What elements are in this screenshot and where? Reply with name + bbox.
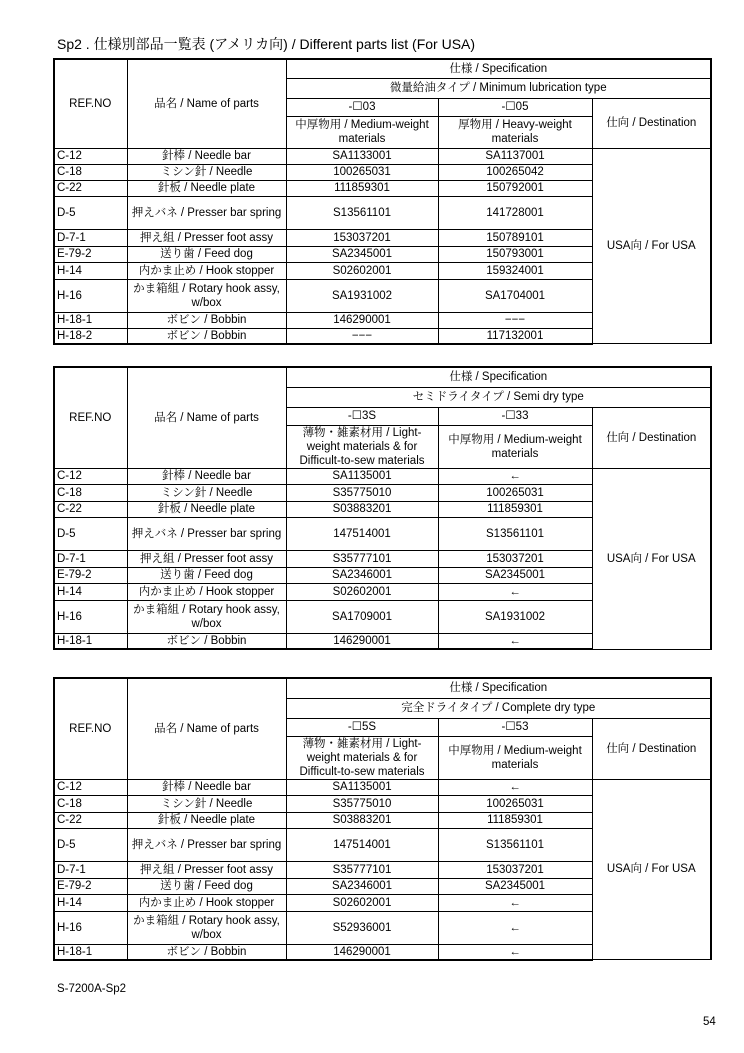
- destination-cell: USA向 / For USA: [592, 468, 711, 649]
- part-name-cell: 針棒 / Needle bar: [127, 779, 286, 795]
- part-number-a-cell: SA1133001: [286, 148, 438, 164]
- part-number-a-cell: S03883201: [286, 812, 438, 828]
- ref-no-cell: H-16: [54, 600, 127, 633]
- table-row: [54, 468, 711, 484]
- part-name-cell: 内かま止め / Hook stopper: [127, 583, 286, 600]
- material-b-header: 厚物用 / Heavy-weight materials: [438, 116, 592, 148]
- ref-no-cell: H-18-1: [54, 944, 127, 960]
- part-number-a-cell: 153037201: [286, 229, 438, 246]
- part-number-a-cell: SA2345001: [286, 246, 438, 262]
- part-number-b-cell: 141728001: [438, 196, 592, 229]
- part-number-b-cell: 111859301: [438, 812, 592, 828]
- part-name-cell: 押え組 / Presser foot assy: [127, 861, 286, 878]
- part-number-b-cell: S13561101: [438, 517, 592, 550]
- ref-no-header: REF.NO: [54, 367, 127, 468]
- part-number-a-cell: S03883201: [286, 501, 438, 517]
- model-a-header: -☐3S: [286, 407, 438, 425]
- ref-no-cell: C-22: [54, 501, 127, 517]
- type-header: 微量給油タイプ / Minimum lubrication type: [286, 78, 711, 98]
- ref-no-cell: H-14: [54, 894, 127, 911]
- model-a-header: -☐5S: [286, 718, 438, 736]
- part-name-cell: ミシン針 / Needle: [127, 484, 286, 501]
- part-name-cell: 針板 / Needle plate: [127, 812, 286, 828]
- ref-no-cell: H-18-1: [54, 633, 127, 649]
- ref-no-header: REF.NO: [54, 678, 127, 779]
- part-number-a-cell: S35777101: [286, 861, 438, 878]
- part-number-a-cell: S02602001: [286, 894, 438, 911]
- ref-no-cell: C-18: [54, 484, 127, 501]
- ref-no-cell: E-79-2: [54, 567, 127, 583]
- part-number-b-cell: 117132001: [438, 328, 592, 344]
- part-name-cell: 針棒 / Needle bar: [127, 468, 286, 484]
- ref-no-cell: H-14: [54, 262, 127, 279]
- ref-no-cell: H-14: [54, 583, 127, 600]
- part-number-b-cell: 153037201: [438, 550, 592, 567]
- ref-no-cell: C-22: [54, 812, 127, 828]
- part-name-cell: 押えバネ / Presser bar spring: [127, 828, 286, 861]
- model-b-header: -☐33: [438, 407, 592, 425]
- part-number-b-cell: 100265031: [438, 484, 592, 501]
- part-number-b-cell: 159324001: [438, 262, 592, 279]
- table-row: [54, 779, 711, 795]
- part-name-cell: 送り歯 / Feed dog: [127, 567, 286, 583]
- name-of-parts-header: 品名 / Name of parts: [127, 367, 286, 468]
- ref-no-cell: H-18-2: [54, 328, 127, 344]
- header-row-specification: [54, 367, 711, 387]
- ref-no-cell: C-18: [54, 164, 127, 180]
- ref-no-cell: C-22: [54, 180, 127, 196]
- specification-header: 仕様 / Specification: [286, 678, 711, 698]
- part-number-a-cell: S13561101: [286, 196, 438, 229]
- part-number-a-cell: S52936001: [286, 911, 438, 944]
- part-name-cell: 送り歯 / Feed dog: [127, 878, 286, 894]
- part-name-cell: ボビン / Bobbin: [127, 328, 286, 344]
- material-a-header: 薄物・雑素材用 / Light-weight materials & for Difficult-to-sew materials: [286, 425, 438, 468]
- part-name-cell: かま箱組 / Rotary hook assy, w/box: [127, 600, 286, 633]
- part-name-cell: ミシン針 / Needle: [127, 164, 286, 180]
- header-row-specification: [54, 678, 711, 698]
- part-name-cell: 針棒 / Needle bar: [127, 148, 286, 164]
- name-of-parts-header: 品名 / Name of parts: [127, 678, 286, 779]
- ref-no-cell: D-5: [54, 828, 127, 861]
- ref-no-cell: H-18-1: [54, 312, 127, 328]
- model-b-header: -☐53: [438, 718, 592, 736]
- part-name-cell: 押え組 / Presser foot assy: [127, 229, 286, 246]
- part-name-cell: 送り歯 / Feed dog: [127, 246, 286, 262]
- material-a-header: 中厚物用 / Medium-weight materials: [286, 116, 438, 148]
- parts-table-minimum-lubrication: [53, 58, 712, 345]
- part-number-b-cell: 111859301: [438, 501, 592, 517]
- part-number-b-cell: SA1931002: [438, 600, 592, 633]
- name-of-parts-header: 品名 / Name of parts: [127, 59, 286, 148]
- material-a-header: 薄物・雑素材用 / Light-weight materials & for Difficult-to-sew materials: [286, 736, 438, 779]
- part-number-b-cell: SA2345001: [438, 567, 592, 583]
- part-number-b-cell: 100265042: [438, 164, 592, 180]
- part-number-a-cell: 147514001: [286, 517, 438, 550]
- page-title: Sp2 . 仕様別部品一覧表 (アメリカ向) / Different parts list (For USA): [57, 36, 476, 52]
- ref-no-cell: D-5: [54, 196, 127, 229]
- part-name-cell: 押え組 / Presser foot assy: [127, 550, 286, 567]
- part-number-b-cell: SA1704001: [438, 279, 592, 312]
- part-number-b-cell: ←: [438, 944, 592, 960]
- part-name-cell: 内かま止め / Hook stopper: [127, 262, 286, 279]
- part-number-a-cell: 146290001: [286, 944, 438, 960]
- parts-table-complete-dry: [53, 677, 712, 961]
- ref-no-cell: D-7-1: [54, 229, 127, 246]
- part-name-cell: かま箱組 / Rotary hook assy, w/box: [127, 911, 286, 944]
- part-number-b-cell: 150789101: [438, 229, 592, 246]
- ref-no-header: REF.NO: [54, 59, 127, 148]
- destination-header: 仕向 / Destination: [592, 98, 711, 148]
- ref-no-cell: C-12: [54, 148, 127, 164]
- part-name-cell: ミシン針 / Needle: [127, 795, 286, 812]
- part-number-b-cell: −−−: [438, 312, 592, 328]
- part-name-cell: ボビン / Bobbin: [127, 633, 286, 649]
- part-number-b-cell: ←: [438, 894, 592, 911]
- part-number-b-cell: S13561101: [438, 828, 592, 861]
- destination-header: 仕向 / Destination: [592, 718, 711, 779]
- destination-cell: USA向 / For USA: [592, 779, 711, 960]
- destination-cell: USA向 / For USA: [592, 148, 711, 344]
- part-number-a-cell: S35775010: [286, 484, 438, 501]
- footer-code: S-7200A-Sp2: [57, 983, 127, 995]
- part-name-cell: 内かま止め / Hook stopper: [127, 894, 286, 911]
- part-number-a-cell: S35775010: [286, 795, 438, 812]
- part-number-b-cell: SA1137001: [438, 148, 592, 164]
- type-header: セミドライタイプ / Semi dry type: [286, 387, 711, 407]
- part-number-b-cell: ←: [438, 911, 592, 944]
- table-row: [54, 148, 711, 164]
- part-number-a-cell: SA1135001: [286, 468, 438, 484]
- parts-table-semi-dry: [53, 366, 712, 650]
- part-name-cell: ボビン / Bobbin: [127, 312, 286, 328]
- part-number-a-cell: SA2346001: [286, 878, 438, 894]
- ref-no-cell: D-7-1: [54, 550, 127, 567]
- header-row-specification: [54, 59, 711, 78]
- part-number-a-cell: S02602001: [286, 262, 438, 279]
- part-name-cell: 針板 / Needle plate: [127, 180, 286, 196]
- part-name-cell: 押えバネ / Presser bar spring: [127, 196, 286, 229]
- ref-no-cell: H-16: [54, 911, 127, 944]
- destination-header: 仕向 / Destination: [592, 407, 711, 468]
- part-name-cell: ボビン / Bobbin: [127, 944, 286, 960]
- part-number-a-cell: 100265031: [286, 164, 438, 180]
- ref-no-cell: E-79-2: [54, 246, 127, 262]
- ref-no-cell: E-79-2: [54, 878, 127, 894]
- part-name-cell: 針板 / Needle plate: [127, 501, 286, 517]
- ref-no-cell: D-5: [54, 517, 127, 550]
- model-a-header: -☐03: [286, 98, 438, 116]
- specification-header: 仕様 / Specification: [286, 59, 711, 78]
- part-number-a-cell: SA2346001: [286, 567, 438, 583]
- ref-no-cell: C-12: [54, 779, 127, 795]
- part-number-b-cell: ←: [438, 583, 592, 600]
- part-number-b-cell: ←: [438, 468, 592, 484]
- part-number-a-cell: 146290001: [286, 312, 438, 328]
- part-number-b-cell: 150792001: [438, 180, 592, 196]
- specification-header: 仕様 / Specification: [286, 367, 711, 387]
- part-number-b-cell: ←: [438, 633, 592, 649]
- ref-no-cell: C-12: [54, 468, 127, 484]
- part-number-b-cell: SA2345001: [438, 878, 592, 894]
- part-number-a-cell: −−−: [286, 328, 438, 344]
- part-name-cell: かま箱組 / Rotary hook assy, w/box: [127, 279, 286, 312]
- ref-no-cell: D-7-1: [54, 861, 127, 878]
- part-number-a-cell: SA1709001: [286, 600, 438, 633]
- part-number-a-cell: 111859301: [286, 180, 438, 196]
- ref-no-cell: H-16: [54, 279, 127, 312]
- part-number-b-cell: 150793001: [438, 246, 592, 262]
- material-b-header: 中厚物用 / Medium-weight materials: [438, 736, 592, 779]
- part-number-b-cell: 100265031: [438, 795, 592, 812]
- part-number-a-cell: SA1931002: [286, 279, 438, 312]
- part-number-a-cell: 146290001: [286, 633, 438, 649]
- model-b-header: -☐05: [438, 98, 592, 116]
- type-header: 完全ドライタイプ / Complete dry type: [286, 698, 711, 718]
- part-name-cell: 押えバネ / Presser bar spring: [127, 517, 286, 550]
- part-number-a-cell: S35777101: [286, 550, 438, 567]
- part-number-b-cell: 153037201: [438, 861, 592, 878]
- page-number: 54: [703, 1016, 716, 1028]
- part-number-a-cell: SA1135001: [286, 779, 438, 795]
- material-b-header: 中厚物用 / Medium-weight materials: [438, 425, 592, 468]
- part-number-a-cell: 147514001: [286, 828, 438, 861]
- ref-no-cell: C-18: [54, 795, 127, 812]
- part-number-a-cell: S02602001: [286, 583, 438, 600]
- part-number-b-cell: ←: [438, 779, 592, 795]
